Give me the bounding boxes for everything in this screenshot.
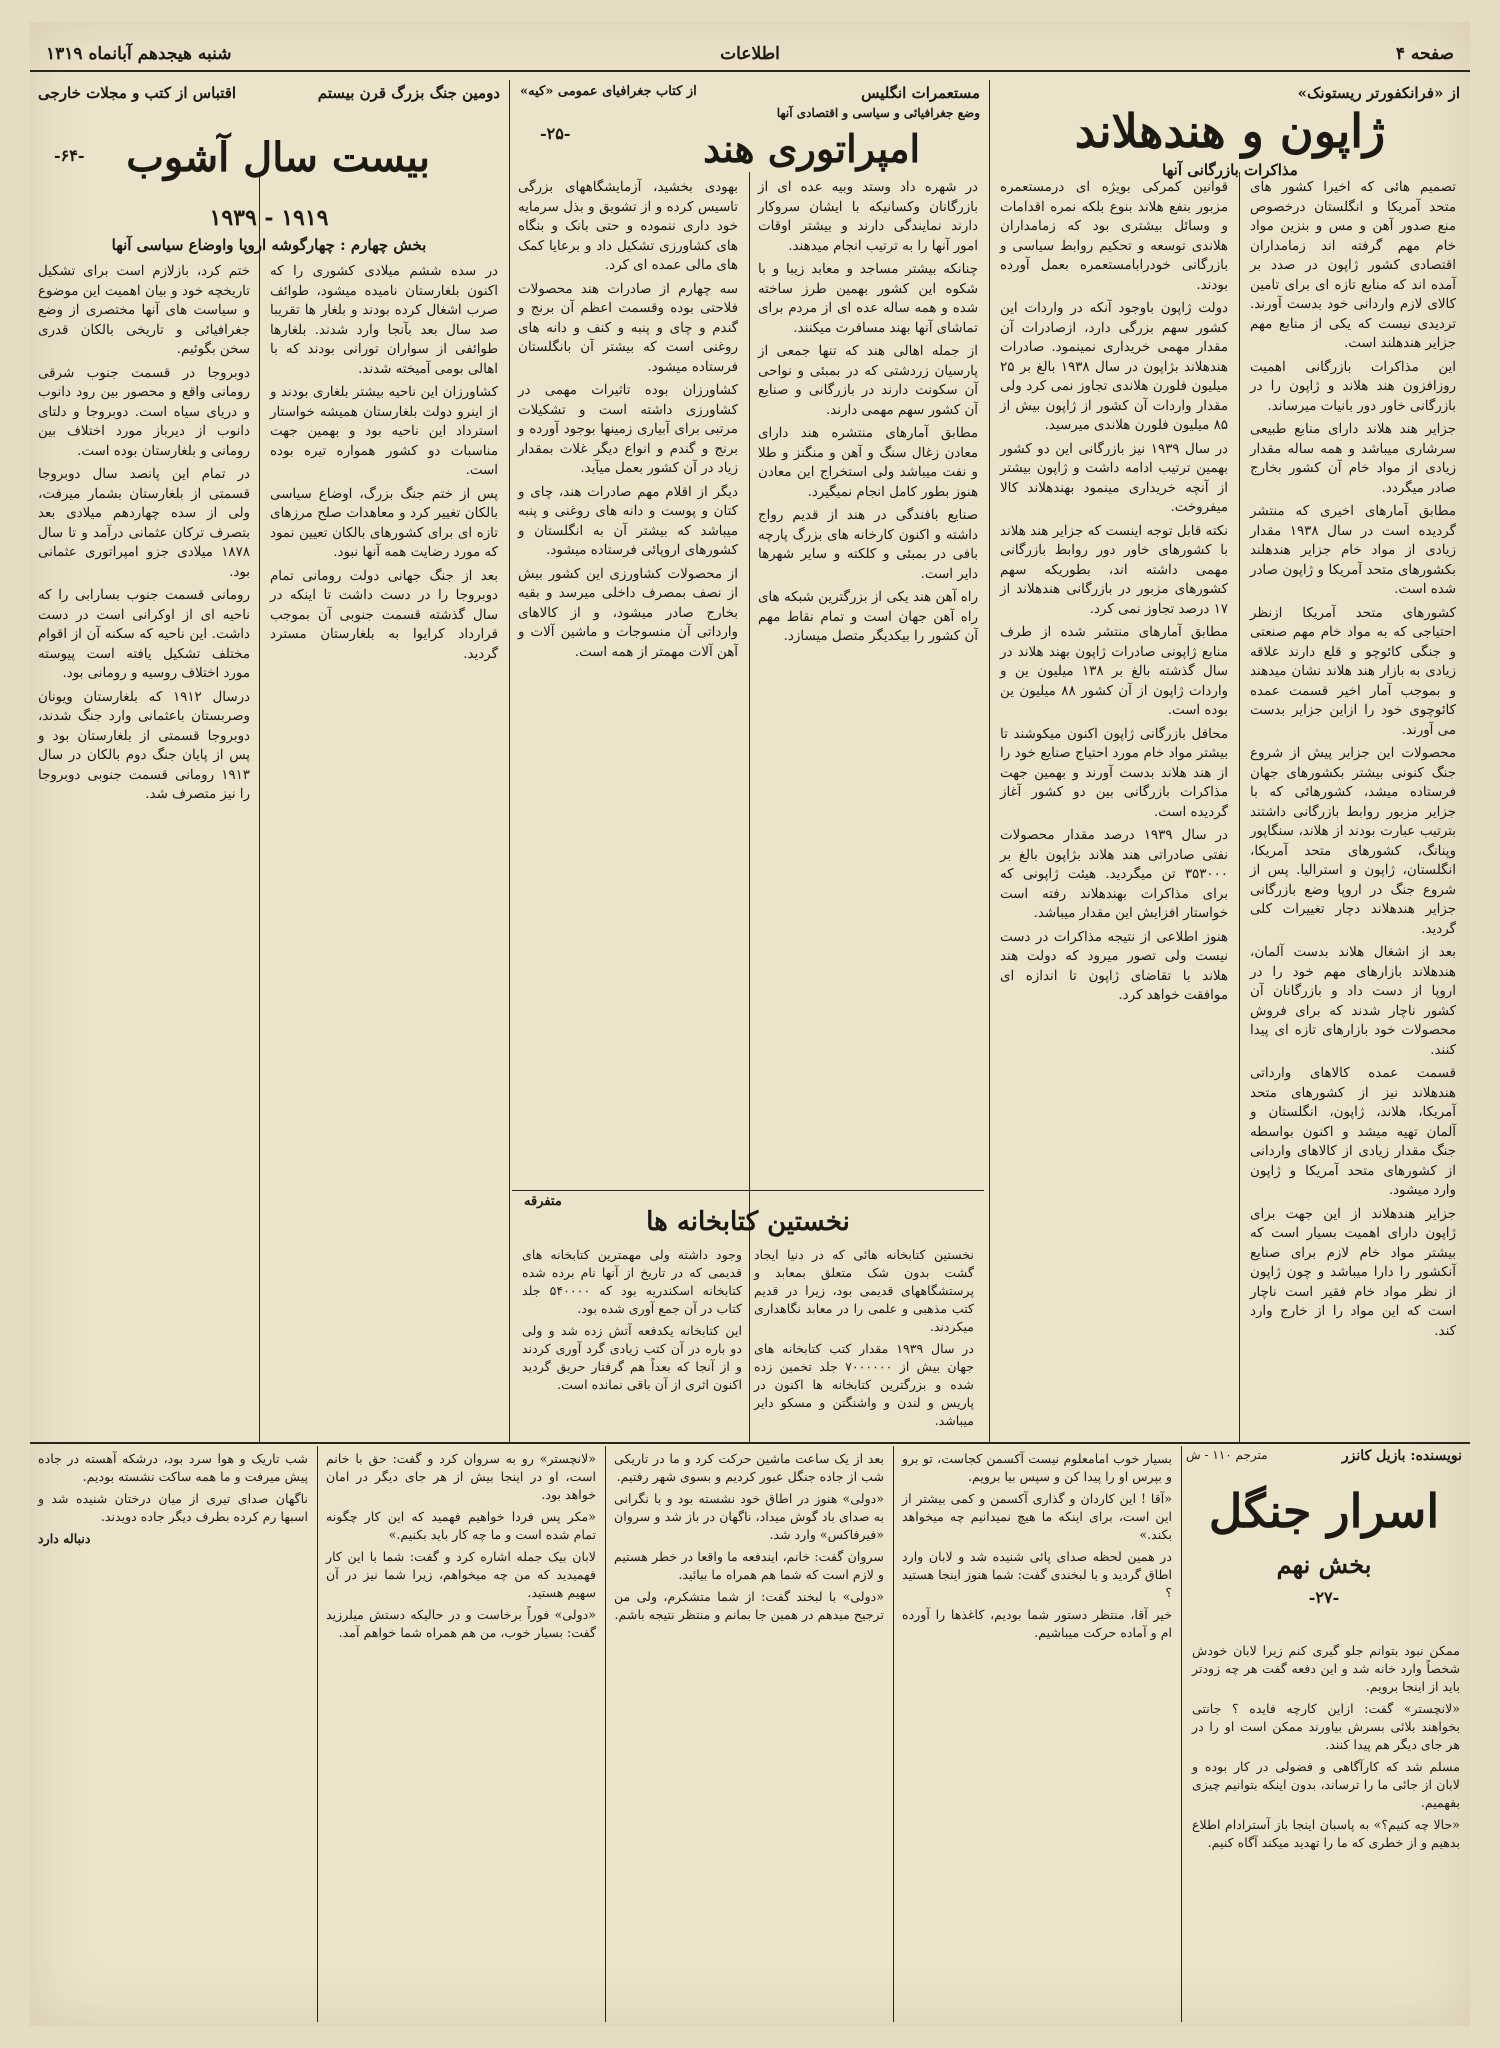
paragraph: درسال ۱۹۱۲ که بلغارستان ویونان وصربستان باعثمانی وارد جنگ شدند، دوبروجا قسمتی از بلغارستان بود و پس از پایان جنگ دوم بالکان در سال ۱۹۱۳ رومانی قسمت جنوبی دوبروجا را نیز متصرف شد. [38,689,251,802]
article-subtitle: مذاکرات بازرگانی آنها [1162,160,1298,179]
article-turmoil-col-b [32,262,256,1438]
paragraph: رومانی قسمت جنوب بسارابی را که ناحیه ای از اوکرانی است در دست داشت. این ناحیه که سکنه آن از اقوام مختلف تشکیل یافته است پیوسته مورد اختلاف روسیه و رومانی بود. [38,588,250,681]
paragraph: بسیار خوب امامعلوم نیست آکسمن کجاست، تو برو و بپرس او را پیدا کن و سپس بیا برویم. [902,1451,1172,1484]
article-turmoil-col-a [264,262,504,1438]
article-india-col-b [512,178,744,1188]
paragraph: نکته قابل توجه اینست که جزایر هند هلاند با کشورهای خاور دور روابط بازرگانی مهمی داشته اند، بطوریکه سهم کشورهای مزبور در بازرگانی هندهلاند از ۱۷ درصد تجاوز نمی کرد. [1000,523,1228,617]
column-rule [605,1446,606,2022]
article-title: نخستین کتابخانه ها [646,1207,850,1237]
paragraph: در همین لحظه صدای پائی شنیده شد و لابان وارد اطاق گردید و با لبخندی گفت: شما هنوز اینجا هستید ؟ [902,1549,1172,1600]
paragraph: ممکن نبود بتوانم جلو گیری کنم زیرا لابان خودش شخصاً وارد خانه شد و این دفعه گفت هر چه زودتر باید از اینجا برویم. [1192,1643,1460,1694]
issue-date: شنبه هیجدهم آبانماه ۱۳۱۹ [46,44,232,64]
paragraph: «لانچستر» رو به سروان کرد و گفت: حق با خانم است، او در اینجا بیش از هر جای دیگر در امان خواهد بود. [326,1451,596,1502]
column-rule [989,80,990,1442]
paragraph: جزایر هندهلاند از این جهت برای ژاپون دارای اهمیت بسیار است که بیشتر مواد خام لازم برای صنایع آنکشور را دارا میباشد و چون ژاپون از نظر مواد خام فقیر است ناچار است که این مواد را از خارج وارد کند. [1250,1206,1456,1339]
paragraph: کشاورزان این ناحیه بیشتر بلغاری بودند و از اینرو دولت بلغارستان همیشه خواستار استرداد این ناحیه بود و بهمین جهت مناسبات دو کشور همواره تیره بوده است. [270,385,498,478]
article-kicker-sub: وضع جغرافیائی و سیاسی و اقتصادی آنها [776,106,980,120]
article-kicker: مستعمرات انگلیس [861,84,980,102]
paragraph: خیر آقا، منتظر دستور شما بودیم، کاغذها را آورده ام و آماده حرکت میباشیم. [902,1607,1172,1640]
paragraph: مطابق آمارهای منتشر شده از طرف منابع ژاپونی صادرات ژاپون بهند هلاند در سال گذشته بالغ بر ۱۳۸ میلیون ین و واردات ژاپون از آن کشور ۸۸ میلیون ین بوده است. [1000,625,1229,718]
masthead [30,40,1470,72]
article-libraries-col-a [748,1246,980,1436]
article-source: از کتاب جغرافیای عمومی «کیه» [520,84,697,99]
paragraph: مطابق آمارهای اخیری که منتشر گردیده است در سال ۱۹۳۸ مقدار زیادی از مواد خام جزایر هندهلند بکشورهای متحد آمریکا و ژاپون صادر شده است. [1250,504,1456,597]
paragraph: نخستین کتابخانه هائی که در دنیا ایجاد گشت بدون شک متعلق بمعابد و پرستشگاههای قدیمی بود، زیرا در قدیم کتب مذهبی و علمی را در معابد نگاهداری میکردند. [754,1247,974,1334]
page-number: صفحه ۴ [1395,44,1454,64]
paragraph: در سده ششم میلادی کشوری را که اکنون بلغارستان نامیده میشود، طوائف صرب اشغال کرده بودند و بلغار ها تقریبا صد سال بعد بآنجا وارد شدند. بلغارها طوائفی از سواران تورانی بودند که با اهالی بومی آمیخته شدند. [270,264,498,377]
article-libraries [516,1194,980,1438]
paragraph: قسمت عمده کالاهای وارداتی هندهلاند نیز از کشورهای متحد آمریکا، هلاند، ژاپون، انگلستان و آلمان تهیه میشد و اکنون بواسطه جنگ مقدار زیادی از کالاهای واردانی از کشورهای متحد آمریکا و ژاپون وارد میشود. [1250,1066,1456,1198]
to-be-continued: دنباله دارد [38,1531,91,1546]
installment-number: -۶۴- [54,146,85,165]
column-rule [893,1446,894,2022]
article-title: ژاپون و هندهلاند [1074,104,1386,158]
installment-number: -۲۷- [1308,1588,1340,1607]
column-rule [317,1446,318,2022]
paragraph: مسلم شد که کارآگاهی و فضولی در کار بوده و لابان از جائی ما را ترساند، بدون اینکه بتوانیم چیزی بفهمیم. [1192,1759,1460,1810]
serial-col-1 [1186,1642,1466,2022]
paragraph: «لانچستر» گفت: ازاین کارچه فایده ؟ جانتی بخواهند بلائی بسرش بیاورند ممکن است او را در هر جای دیگر هم پیدا کنند. [1192,1701,1460,1752]
paragraph: راه آهن هند یکی از بزرگترین شبکه های راه آهن جهان است و تمام نقاط مهم آن کشور را بیکدیگر متصل میسازد. [758,590,978,644]
paragraph: کشورهای متحد آمریکا ازنظر احتیاجی که به مواد خام مهم صنعتی و جنگی کائوچو و قلع دارند علاقه زیادی به بازار هند هلاند نشان میدهند و بموجب آمار اخیر قسمت عمده کائوچوی خود را ازاین جزایر بدست می آورند. [1250,605,1456,738]
paragraph: وجود داشته ولی مهمترین کتابخانه های قدیمی که در تاریخ از آنها نام برده شده کتابخانه اسکندریه بود که ۵۴۰۰۰۰ جلد کتاب در آن جمع آوری شده بود. [522,1247,742,1316]
serial-col-4 [320,1450,602,2022]
article-libraries-col-b [516,1246,748,1436]
article-source: از «فرانکفورتر ریستونک» [1297,84,1460,102]
article-years: ۱۹۱۹ - ۱۹۳۹ [209,205,329,231]
installment-number: -۲۵- [540,124,571,143]
paragraph: چنانکه بیشتر مساجد و معابد زیبا و با شکوه این کشور بهمین طرز ساخته شده و همه ساله عده ای از مردم برای تماشای آنها بهند مسافرت میکنند. [758,262,978,336]
article-kicker: متفرقه [524,1194,562,1209]
paragraph: سه چهارم از صادرات هند محصولات فلاحتی بوده وقسمت اعظم آن برنج و گندم و چای و پنبه و کنف و دانه های روغنی است که بیشتر آن بانگلستان فرستاده میشود. [518,281,738,375]
serial-part: بخش نهم [1276,1550,1372,1579]
paragraph: پس از ختم جنگ بزرگ، اوضاع سیاسی بالکان تغییر کرد و معاهدات صلح مرزهای تازه ای برای کشورهای بالکان تعیین نمود که مورد رضایت همه آنها نبود. [270,486,498,560]
article-kicker: دومین جنگ بزرگ قرن بیستم [317,84,500,102]
paragraph: بعد از یک ساعت ماشین حرکت کرد و ما در تاریکی شب از جاده جنگل عبور کردیم و بسوی شهر رفتیم. [614,1451,884,1484]
section-divider [30,1442,1470,1444]
paragraph: محافل بازرگانی ژاپون اکنون میکوشند تا بیشتر مواد خام مورد احتیاج صنایع خود را از هند هلاند بدست آورند و بهمین جهت مذاکرات بازرگانی بین دو کشور آغاز گردیده است. [1000,726,1228,820]
paragraph: در شهره داد وستد وبیه عده ای از بازرگانان وکسانیکه با ایشان سروکار دارند نمایندگی دارند و بیشتر اوقات امور آنها را به ترتیب انجام میدهند. [758,180,978,254]
story-divider [512,1190,984,1191]
paragraph: این کتابخانه یکدفعه آتش زده شد و ولی دو باره در آن کتب زیادی گرد آوری کردند و از آنجا که بعداً هم گرفتار حریق گردید اکنون اثری از آن باقی نمانده است. [522,1323,742,1392]
article-title: بیست سال آشوب [126,134,430,181]
article-turmoil-header [38,84,500,259]
article-india-col-a [752,178,984,1188]
paragraph: صنایع بافندگی در هند از قدیم رواج داشته و اکنون کارخانه های بزرگ پارچه بافی در بمبئی و کلکته و سایر شهرها دایر است. [758,508,978,582]
paragraph: «مکر پس فردا خواهیم فهمید که این کار چگونه تمام شده است و ما چه کار باید بکنیم.» [326,1509,596,1542]
paragraph: در تمام این پانصد سال دوبروجا قسمتی از بلغارستان بشمار میرفت، ولی از سده چهاردهم میلادی بعد بتصرف ترکان عثمانی درآمد و تا سال ۱۸۷۸ میلادی جزو امپراتوری عثمانی بود. [38,467,250,580]
serial-header [1186,1448,1462,1638]
paragraph: کشاورزان بوده تاثیرات مهمی در کشاورزی داشته است و تشکیلات مرتبی برای آبیاری زمینها بوجود آورده و برنج و گندم و انواع دیگر غلات بمقدار زیاد در آن کشور بعمل میآید. [518,383,738,476]
column-rule [1239,172,1240,1442]
paragraph: دوبروجا در قسمت جنوب شرقی رومانی واقع و محصور بین رود دانوب و دریای سیاه است. دوبروجا و دلتای دانوب از دیرباز مورد اختلاف بین رومانی و بلغارستان بوده است. [38,365,250,459]
paragraph: «دولی» با لبخند گفت: از شما متشکرم، ولی من ترجیح میدهم در همین جا بمانم و منتظر نتیجه باشم. [614,1589,884,1622]
newspaper-name: اطلاعات [720,44,780,64]
serial-title: اسرار جنگل [1208,1484,1440,1538]
paragraph: قوانین کمرکی بویژه ای درمستعمره مزبور بنفع هلاند بنوع بلکه نمره اقدامات و وسائل بیشتری بود که زمامداران هلاندی توسعه و تحکیم روابط سیاسی و بازرگانی خودرابامستعمره بعمل آورده بودند. [1000,180,1228,293]
column-rule [259,172,260,1442]
article-india-header [520,84,980,174]
serial-author: نویسنده: بازیل کانزر [1341,1448,1462,1464]
paragraph: از محصولات کشاورزی این کشور بیش از نصف بمصرف داخلی میرسد و بقیه بخارج صادر میشود، و از کالاهای وارداتی آن منسوجات و ماشین آلات و آهن آلات مهمتر از همه است. [518,566,738,660]
paragraph: سروان گفت: خانم، ایندفعه ما واقعا در خطر هستیم و لازم است که شما هم همراه ما بیائید. [614,1549,884,1582]
paragraph: از جمله اهالی هند که تنها جمعی از پارسیان زردشتی که در بمبئی و نواحی آن سکونت دارند در بازرگانی و صنایع آن کشور سهم مهمی دارند. [758,344,978,418]
serial-col-3 [608,1450,890,2022]
paragraph: در سال ۱۹۳۹ نیز بازرگانی این دو کشور بهمین ترتیب ادامه داشت و ژاپون بیشتر از آنچه خریداری مینمود بهندهلاند کالا میفروخت. [1000,441,1228,515]
paragraph: «دولی» هنوز در اطاق خود نشسته بود و با نگرانی به صدای باد گوش میداد، ناگهان در باز شد و سروان «فیرفاکس» وارد شد. [614,1491,884,1542]
serial-translator: مترجم ۱۱۰ - ش [1186,1448,1268,1462]
paragraph: دیگر از اقلام مهم صادرات هند، چای و کتان و پوست و دانه های روغنی و پنبه میباشد که بیشتر آن به انگلستان و کشورهای اروپائی فرستاده میشود. [518,484,738,558]
paragraph: بعد از اشغال هلاند بدست آلمان، هندهلاند بازارهای مهم خود را در اروپا از دست داد و بازرگانان آن کشور ناچار شدند که برای فروش محصولات خود بازارهای تازه ای پیدا کنند. [1250,945,1456,1058]
article-japan-header [1000,84,1460,179]
paragraph: «آقا ! این کاردان و گذاری آکسمن و کمی بیشتر از این است، برای اینکه ما هیچ نمیدانیم چه میخواهد بکند.» [902,1491,1172,1542]
paragraph: ختم کرد، بازلازم است برای تشکیل تاریخچه خود و بیان اهمیت این موضوع و سیاست های آنها مختصری از وضع جغرافیائی و تاریخی بالکان قدری سخن بگوئیم. [38,264,250,357]
newspaper-page [30,22,1470,2026]
paragraph: لابان بیک جمله اشاره کرد و گفت: شما با این کار فهمیدید که من چه میخواهم، زیرا شما نیز در آن سهیم هستید. [326,1549,596,1600]
paragraph: بهودی بخشید، آزمایشگاههای بزرگی تاسیس کرده و از تشویق و بذل سرمایه خود داری ننموده و حتی بانک و بنگاه های کشاورزی تشکیل داد و برعایا کمک های مالی عمده ای کرد. [518,180,738,273]
article-japan-col-a [1244,178,1462,1438]
paragraph: جزایر هند هلاند دارای منابع طبیعی سرشاری میباشد و همه ساله مقدار زیادی از مواد خام آن کشور بخارج صادر میگردد. [1250,422,1456,496]
paragraph: محصولات این جزایر پیش از شروع جنگ کنونی بیشتر بکشورهای جهان فرستاده میشد، کشورهائی که با جزایر مزبور روابط بازرگانی داشتند بترتیب عبارت بودند از هلاند، سنگاپور وپنانگ، کشورهای متحد آمریکا، انگلستان، ژاپون و استرالیا. پس از شروع جنگ در اروپا وضع بازرگانی جزایر هندهلاند دچار تغییرات کلی گردید. [1250,746,1456,937]
serial-col-2 [896,1450,1178,2022]
paragraph: تصمیم هائی که اخیرا کشور های متحد آمریکا و انگلستان درخصوص منع صدور آهن و مس و بنزین مواد خام مهم گرفته اند زمامداران اقتصادی کشور ژاپون در صدد بر آمده اند که منابع تازه ای برای تامین کالای لازم واردانی خود بدست آورند. تردیدی نیست که یکی از منابع مهم جزایر هندهلند است. [1250,180,1456,351]
article-source: اقتباس از کتب و مجلات خارجی [38,84,237,102]
paragraph: ناگهان صدای تیری از میان درختان شنیده شد و اسبها رم کرده بطرف دیگر جاده دویدند. [38,1491,308,1524]
article-japan-col-b [994,178,1234,1438]
paragraph: در سال ۱۹۳۹ درصد مقدار محصولات نفتی صادراتی هند هلاند بژاپون بالغ بر ۳۵۳۰۰۰ تن میگردید. هیئت ژاپونی که برای مذاکرات بهندهلاند رفته است خواستار افزایش این مقدار میباشد. [1000,828,1228,921]
paragraph: این مذاکرات بازرگانی اهمیت روزافزون هند هلاند و ژاپون را در بازرگانی خاور دور بانیات میرساند. [1250,359,1456,414]
serial-col-5 [32,1450,314,2022]
paragraph: بعد از جنگ جهانی دولت رومانی تمام دوبروجا را در دست داشت تا اینکه در سال گذشته قسمت جنوبی آن بموجب قرارداد کرایوا به بلغارستان مسترد گردید. [270,568,498,662]
column-rule [509,80,510,1442]
paragraph: هنوز اطلاعی از نتیجه مذاکرات در دست نیست ولی تصور میرود که دولت هند هلاند با تقاضای ژاپون تا اندازه ای موافقت خواهد کرد. [1000,929,1228,1003]
column-rule [1181,1446,1182,2022]
paragraph: در سال ۱۹۳۹ مقدار کتب کتابخانه های جهان بیش از ۷۰۰۰۰۰۰ جلد تخمین زده شده و بزرگترین کتابخانه ها اکنون در پاریس و لندن و واشنگتن و مسکو دایر میباشد. [754,1341,974,1428]
article-subtitle: بخش چهارم : چهارگوشه اروپا واوضاع سیاسی آنها [111,236,427,254]
paragraph: شب تاریک و هوا سرد بود، درشکه آهسته در جاده پیش میرفت و ما همه ساکت نشسته بودیم. [38,1451,308,1484]
paragraph: «دولی» فوراً برخاست و در حالیکه دستش میلرزید گفت: بسیار خوب، من هم همراه شما خواهم آمد. [326,1607,596,1640]
paragraph: مطابق آمارهای منتشره هند دارای معادن زغال سنگ و آهن و منگنز و طلا و نفت میباشد ولی استخراج این معادن هنوز بطور کامل انجام نمیگیرد. [758,426,978,500]
paragraph: «حالا چه کنیم؟» به پاسبان اینجا باز آسترادام اطلاع بدهیم و از خطری که ما را تهدید میکند آگاه کنیم. [1192,1817,1460,1850]
paragraph: دولت ژاپون باوجود آنکه در واردات این کشور سهم بزرگی دارد، ازصادرات آن مقدار مهمی خریداری نمینمود. صادرات هندهلاند بژاپون در سال ۱۹۳۸ بالغ بر ۲۵ میلیون فلورن هلاندی تجاوز نمی کرد ولی مقدار واردات آن کشور از ژاپون بیش از ۸۵ میلیون فلورن هلاندی میرسید. [1000,301,1228,433]
article-title: امپراتوری هند [703,126,920,171]
